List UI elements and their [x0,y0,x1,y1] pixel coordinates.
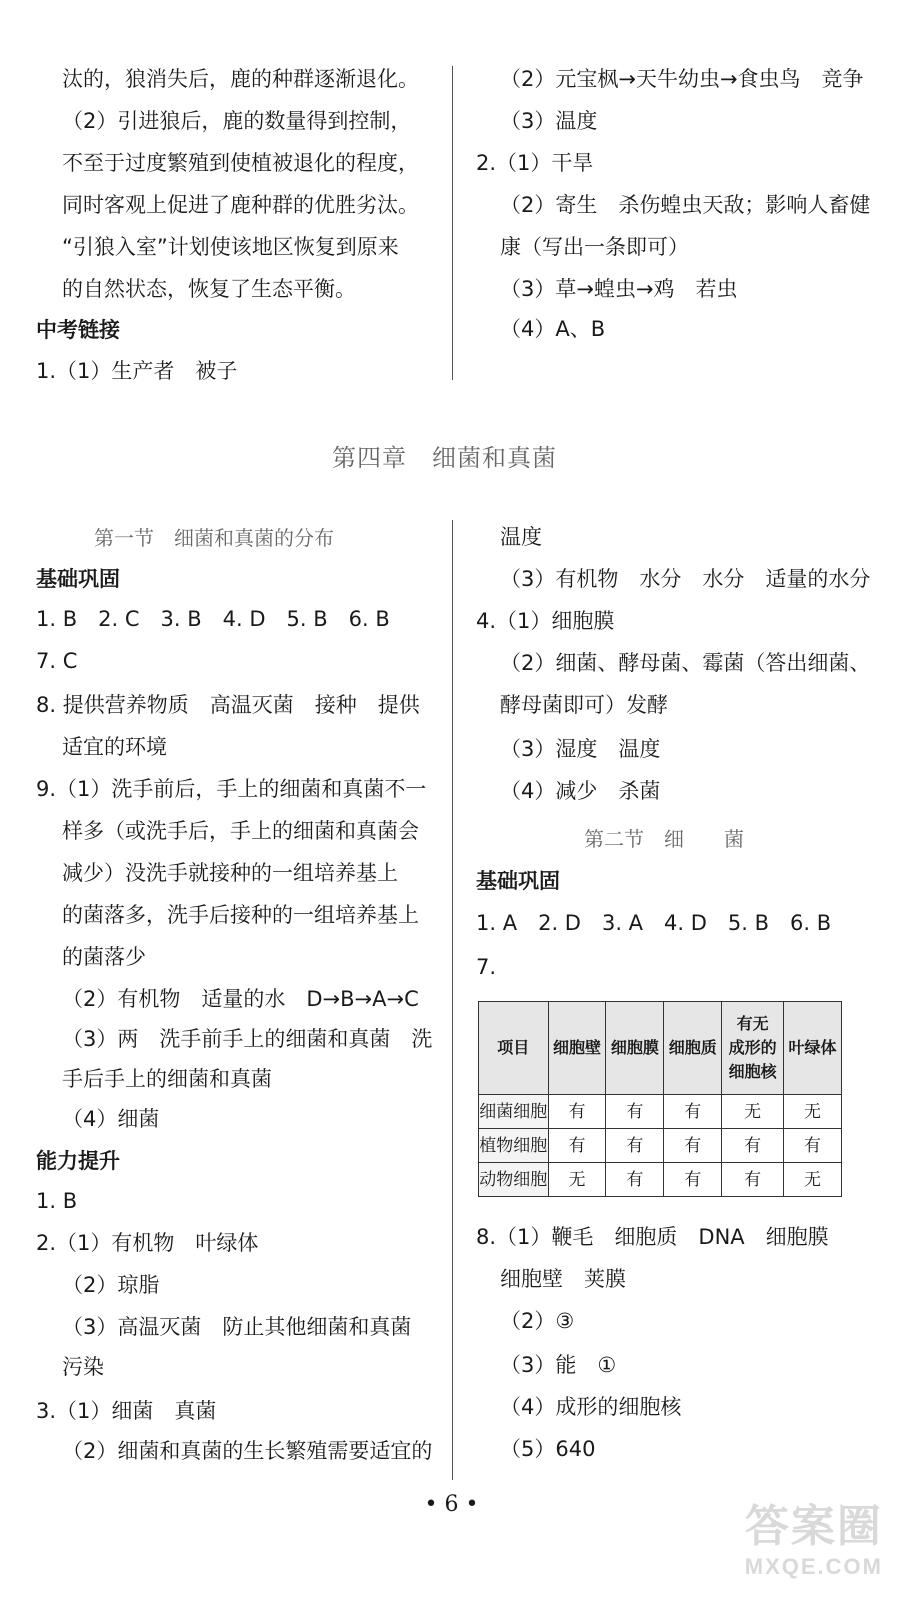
table-cell: 无 [722,1095,784,1129]
text-line: （2）有机物 适量的水 D→B→A→C [62,987,419,1011]
table-row-header: 动物细胞 [479,1163,549,1197]
text-line: 2.（1）干旱 [476,151,594,175]
text-line: （3）草→蝗虫→鸡 若虫 [500,277,738,301]
table-cell: 有 [606,1095,664,1129]
subheading-jichu: 基础巩固 [36,567,120,591]
table-cell: 有 [784,1129,842,1163]
chapter-title: 第四章 细菌和真菌 [332,444,557,472]
table-cell: 有 [664,1163,722,1197]
watermark-logo [745,1490,883,1580]
text-line: （2）细菌和真菌的生长繁殖需要适宜的 [62,1439,433,1463]
table-header-cell: 叶绿体 [784,1002,842,1095]
column-divider-bottom [452,520,453,1480]
text-line: （4）减少 杀菌 [500,779,661,803]
text-line: 1. A 2. D 3. A 4. D 5. B 6. B [476,911,832,935]
text-line: 7. [476,955,497,979]
text-line: 不至于过度繁殖到使植被退化的程度， [62,151,419,175]
text-line: 8. 提供营养物质 高温灭菌 接种 提供 [36,693,420,717]
table-row-header: 植物细胞 [479,1129,549,1163]
table-cell: 无 [784,1095,842,1129]
table-cell: 有 [722,1163,784,1197]
table-cell: 有 [606,1129,664,1163]
subheading-zhongkao: 中考链接 [36,318,120,342]
text-line: （2）引进狼后，鹿的数量得到控制， [62,109,412,133]
text-line: 8.（1）鞭毛 细胞质 DNA 细胞膜 [476,1225,829,1249]
table-row [479,1129,842,1163]
table-cell: 有 [722,1129,784,1163]
text-line: 减少）没洗手就接种的一组培养基上 [62,861,398,885]
table-cell: 无 [784,1163,842,1197]
table-cell: 有 [548,1129,606,1163]
text-line: （3）湿度 温度 [500,737,661,761]
section-title: 第二节 细 菌 [584,827,744,851]
text-line: 的菌落多，洗手后接种的一组培养基上 [62,903,419,927]
text-line: 细胞壁 荚膜 [500,1267,626,1291]
text-line: （2）寄生 杀伤蝗虫天敌；影响人畜健 [500,193,871,217]
header-line: 细胞核 [728,1062,777,1081]
text-line: （3）有机物 水分 水分 适量的水分 [500,567,871,591]
text-line: （2）元宝枫→天牛幼虫→食虫鸟 竞争 [500,67,864,91]
table-header-cell: 项目 [479,1002,549,1095]
table-row-header: 细菌细胞 [479,1095,549,1129]
text-line: 9.（1）洗手前后，手上的细菌和真菌不一 [36,777,427,801]
table-row [479,1163,842,1197]
text-line: 7. C [36,649,78,673]
text-line: 3.（1）细菌 真菌 [36,1399,217,1423]
text-line: （2）琼脂 [62,1273,160,1297]
text-line: （3）高温灭菌 防止其他细菌和真菌 [62,1315,412,1339]
table-cell: 有 [664,1095,722,1129]
text-line: （4）细菌 [62,1107,160,1131]
text-line: 康（写出一条即可） [500,235,689,259]
text-line: 2.（1）有机物 叶绿体 [36,1231,259,1255]
text-line: （3）两 洗手前手上的细菌和真菌 洗 [62,1027,433,1051]
text-line: 的自然状态，恢复了生态平衡。 [62,277,356,301]
header-line: 成形的 [728,1038,777,1057]
header-line: 有无 [736,1014,769,1033]
table-cell: 无 [548,1163,606,1197]
text-line: 适宜的环境 [62,735,167,759]
text-line: （4）成形的细胞核 [500,1395,682,1419]
text-line: 污染 [62,1355,104,1379]
subheading-nengli: 能力提升 [36,1149,120,1173]
table-header-row [479,1002,842,1095]
text-line: （4）A、B [500,317,606,341]
text-line: 汰的，狼消失后，鹿的种群逐渐退化。 [62,67,419,91]
text-line: “引狼入室”计划使该地区恢复到原来 [62,235,399,259]
table-header-cell: 细胞膜 [606,1002,664,1095]
column-divider-top [452,66,453,380]
text-line: 同时客观上促进了鹿种群的优胜劣汰。 [62,193,419,217]
text-line: （3）温度 [500,109,598,133]
text-line: （5）640 [500,1437,596,1461]
watermark-url: MXQE.COM [744,1554,883,1579]
cell-comparison-table [478,1001,842,1197]
text-line: （3）能 ① [500,1353,617,1377]
text-line: 温度 [500,525,542,549]
text-line: （2）细菌、酵母菌、霉菌（答出细菌、 [500,651,871,675]
table-cell: 有 [664,1129,722,1163]
table-header-cell: 细胞质 [664,1002,722,1095]
text-line: 酵母菌即可）发酵 [500,693,668,717]
table-header-cell-nucleus [722,1002,784,1095]
table-cell: 有 [606,1163,664,1197]
text-line: 手后手上的细菌和真菌 [62,1067,272,1091]
subheading-jichu: 基础巩固 [476,869,560,893]
watermark-title: 答案圈 [744,1502,883,1551]
text-line: 样多（或洗手后，手上的细菌和真菌会 [62,819,419,843]
text-line: 1. B [36,1189,78,1213]
text-line: （2）③ [500,1309,575,1333]
table-header-cell: 细胞壁 [548,1002,606,1095]
text-line: 1. B 2. C 3. B 4. D 5. B 6. B [36,607,390,631]
text-line: 4.（1）细胞膜 [476,609,615,633]
table-cell: 有 [548,1095,606,1129]
page-number: • 6 • [424,1492,479,1517]
text-line: 1.（1）生产者 被子 [36,359,238,383]
table-row [479,1095,842,1129]
text-line: 的菌落少 [62,945,146,969]
section-title: 第一节 细菌和真菌的分布 [94,526,334,550]
